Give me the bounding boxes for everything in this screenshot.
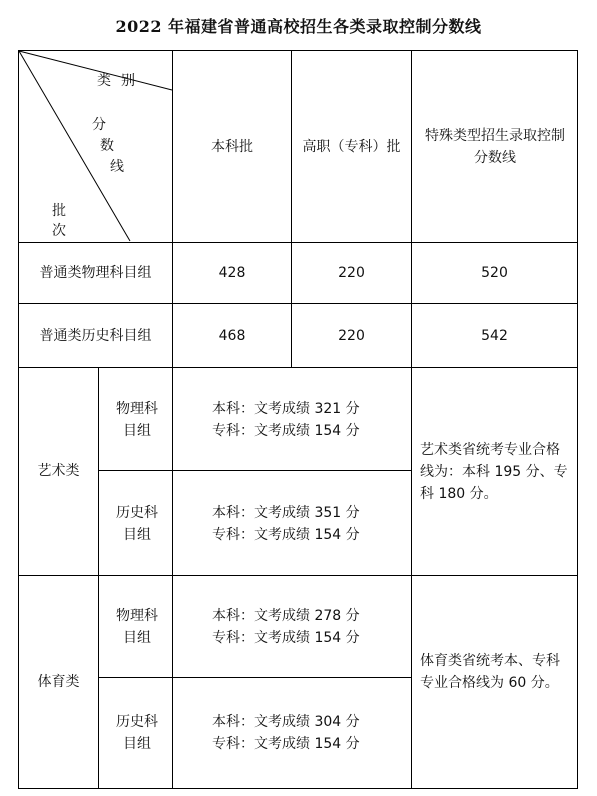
row-physics-label: 普通类物理科目组 bbox=[39, 265, 152, 281]
art-history-group: 历史科目组 bbox=[116, 505, 158, 543]
row-history-undergrad: 468 bbox=[218, 328, 246, 344]
art-history-line1: 本科：文考成绩 351 分 bbox=[212, 505, 360, 521]
row-physics-special: 520 bbox=[481, 265, 508, 281]
diag-score-3: 线 bbox=[110, 159, 124, 175]
diag-score-2: 数 bbox=[100, 138, 114, 154]
page-title: 2022 年福建省普通高校招生各类录取控制分数线 bbox=[115, 17, 482, 36]
sports-label: 体育类 bbox=[37, 674, 80, 690]
art-history-line2: 专科：文考成绩 154 分 bbox=[212, 527, 360, 543]
diag-category-1: 类 bbox=[97, 73, 111, 89]
sports-physics-line1: 本科：文考成绩 278 分 bbox=[212, 608, 360, 624]
sports-physics-group: 物理科目组 bbox=[116, 608, 158, 646]
sports-history-line2: 专科：文考成绩 154 分 bbox=[212, 736, 360, 752]
art-physics-line2: 专科：文考成绩 154 分 bbox=[212, 423, 360, 439]
art-label: 艺术类 bbox=[37, 463, 80, 479]
row-physics-undergrad: 428 bbox=[218, 265, 246, 281]
sports-history-line1: 本科：文考成绩 304 分 bbox=[212, 714, 360, 730]
art-physics-group: 物理科目组 bbox=[116, 401, 158, 439]
header-undergrad: 本科批 bbox=[211, 139, 253, 155]
art-physics-line1: 本科：文考成绩 321 分 bbox=[212, 401, 360, 417]
row-physics-vocational: 220 bbox=[338, 265, 365, 281]
sports-physics-line2: 专科：文考成绩 154 分 bbox=[212, 630, 360, 646]
sports-history-group: 历史科目组 bbox=[116, 714, 158, 752]
diagonal-line-1 bbox=[19, 51, 172, 90]
sports-note: 体育类省统考本、专科专业合格线为 60 分。 bbox=[420, 653, 560, 691]
art-note: 艺术类省统考专业合格线为：本科 195 分、专科 180 分。 bbox=[420, 442, 568, 502]
diag-score-1: 分 bbox=[92, 117, 106, 133]
header-special: 特殊类型招生录取控制分数线 bbox=[425, 128, 565, 166]
header-vocational: 高职（专科）批 bbox=[302, 139, 401, 155]
diag-batch-2: 次 bbox=[52, 223, 66, 239]
diag-batch-1: 批 bbox=[52, 203, 66, 219]
diag-category-2: 别 bbox=[121, 73, 135, 89]
row-history-special: 542 bbox=[481, 328, 508, 344]
row-history-vocational: 220 bbox=[338, 328, 365, 344]
row-history-label: 普通类历史科目组 bbox=[39, 328, 152, 344]
